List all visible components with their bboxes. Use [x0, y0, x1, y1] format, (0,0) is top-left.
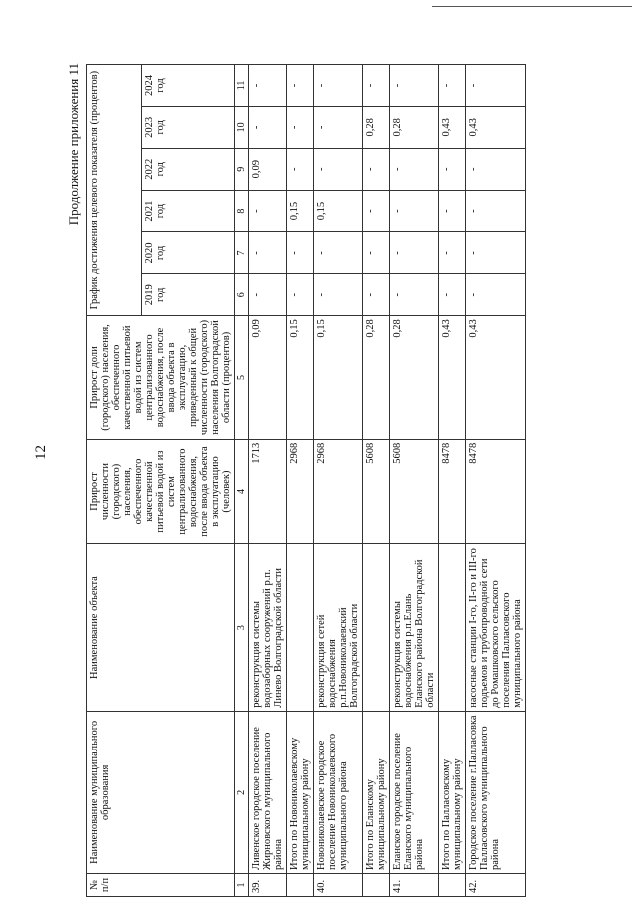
column-index: 3	[235, 544, 249, 711]
header-object: Наименование объекта	[87, 544, 235, 711]
year-value-cell: -	[287, 274, 314, 316]
column-index-row	[235, 65, 249, 897]
object-cell: насосные станции I-го, II-го и III-го подъемов и трубопроводной сети до Ромашковского сельского поселения Палласовского муниципального района	[466, 544, 526, 711]
column-index: 4	[235, 439, 249, 544]
table-row	[314, 65, 363, 897]
municipality-cell: Новониколаевское городское поселение Новониколаевского муниципального района	[314, 711, 363, 873]
municipality-cell: Итого по Палласовскому муниципальному району	[439, 711, 466, 873]
row-number	[287, 873, 314, 896]
share-cell: 0,43	[439, 316, 466, 439]
year-value-cell: -	[249, 274, 287, 316]
year-value-cell: 0,43	[439, 106, 466, 148]
year-value-cell: -	[439, 65, 466, 107]
year-value-cell: -	[314, 148, 363, 190]
year-value-cell: -	[287, 106, 314, 148]
year-value-cell: 0,28	[390, 106, 439, 148]
object-cell	[287, 544, 314, 711]
row-number: 40.	[314, 873, 363, 896]
municipality-cell: Итого по Еланскому муниципальному району	[363, 711, 390, 873]
year-value-cell: -	[314, 274, 363, 316]
year-value-cell: -	[287, 65, 314, 107]
year-value-cell: -	[466, 274, 526, 316]
row-number	[439, 873, 466, 896]
column-index: 5	[235, 316, 249, 439]
year-value-cell: -	[439, 148, 466, 190]
share-cell: 0,28	[363, 316, 390, 439]
year-value-cell: -	[314, 106, 363, 148]
row-number: 41.	[390, 873, 439, 896]
year-value-cell: -	[314, 65, 363, 107]
header-increase-people: Прирост численности (городского) населения, обеспеченного качественной питьевой водой из систем централизованного водоснабжения, после ввода объекта в эксплуатацию (человек)	[87, 439, 235, 544]
share-cell: 0,43	[466, 316, 526, 439]
table-row	[439, 65, 466, 897]
year-value-cell: 0,43	[466, 106, 526, 148]
year-value-cell: -	[287, 148, 314, 190]
table-row	[249, 65, 287, 897]
table-row	[287, 65, 314, 897]
column-index: 2	[235, 711, 249, 873]
column-index: 11	[235, 65, 249, 107]
appendix-caption: Продолжение приложения 11	[66, 63, 81, 226]
year-value-cell: -	[249, 190, 287, 232]
year-header: 2022 год	[142, 148, 235, 190]
share-cell: 0,28	[390, 316, 439, 439]
object-cell: реконструкция системы водозаборных сооружений р.п. Линево Волгоградской области	[249, 544, 287, 711]
row-number: 42.	[466, 873, 526, 896]
column-index: 6	[235, 274, 249, 316]
column-index: 10	[235, 106, 249, 148]
year-header: 2019 год	[142, 274, 235, 316]
year-value-cell: -	[390, 274, 439, 316]
year-value-cell: -	[249, 65, 287, 107]
header-schedule: График достижения целевого показателя (процентов)	[87, 65, 142, 316]
year-value-cell: -	[249, 232, 287, 274]
column-index: 7	[235, 232, 249, 274]
year-value-cell: -	[390, 148, 439, 190]
row-number	[363, 873, 390, 896]
share-cell: 0,15	[287, 316, 314, 439]
year-value-cell: -	[439, 274, 466, 316]
year-header: 2023 год	[142, 106, 235, 148]
year-value-cell: -	[363, 274, 390, 316]
municipality-cell: Городское поселение г.Палласовка Палласовского муниципального района	[466, 711, 526, 873]
year-header: 2020 год	[142, 232, 235, 274]
year-value-cell: -	[466, 190, 526, 232]
object-cell	[363, 544, 390, 711]
people-cell: 5608	[390, 439, 439, 544]
year-value-cell: -	[363, 148, 390, 190]
people-cell: 2968	[287, 439, 314, 544]
year-value-cell: -	[363, 190, 390, 232]
object-cell: реконструкция сетей водоснабжения р.п.Новониколаевский Волгоградской области	[314, 544, 363, 711]
rotated-sheet	[66, 47, 626, 897]
share-cell: 0,15	[314, 316, 363, 439]
year-value-cell: -	[439, 232, 466, 274]
page-number: 12	[33, 445, 49, 460]
header-municipality: Наименование муниципального образования	[87, 711, 235, 873]
people-cell: 8478	[439, 439, 466, 544]
column-index: 9	[235, 148, 249, 190]
people-cell: 5608	[363, 439, 390, 544]
year-value-cell: -	[439, 190, 466, 232]
header-no: № п/п	[87, 873, 235, 896]
column-index: 1	[235, 873, 249, 896]
column-index: 8	[235, 190, 249, 232]
people-cell: 1713	[249, 439, 287, 544]
table-body	[249, 65, 526, 897]
table-row	[466, 65, 526, 897]
year-value-cell: 0,15	[314, 190, 363, 232]
year-value-cell: -	[390, 190, 439, 232]
year-value-cell: -	[363, 232, 390, 274]
object-cell	[439, 544, 466, 711]
year-value-cell: -	[390, 232, 439, 274]
municipality-cell: Итого по Новониколаевскому муниципальному району	[287, 711, 314, 873]
year-value-cell: -	[287, 232, 314, 274]
year-value-cell: -	[466, 232, 526, 274]
header-increase-share: Прирост доли (городского) населения, обеспеченного качественной питьевой водой из систем централизованного водоснабжения, после ввода объекта в эксплуатацию, приведенный к общей численности (городского) населения Волгоградской области (процентов)	[87, 316, 235, 439]
people-cell: 8478	[466, 439, 526, 544]
year-value-cell: 0,09	[249, 148, 287, 190]
object-cell: реконструкция системы водоснабжения р.п.Елань Еланского района Волгоградской области	[390, 544, 439, 711]
share-cell: 0,09	[249, 316, 287, 439]
year-value-cell: -	[314, 232, 363, 274]
year-value-cell: -	[363, 65, 390, 107]
year-header: 2021 год	[142, 190, 235, 232]
year-value-cell: 0,28	[363, 106, 390, 148]
target-table	[86, 64, 526, 897]
row-number: 39.	[249, 873, 287, 896]
year-value-cell: -	[466, 65, 526, 107]
table-row	[390, 65, 439, 897]
year-value-cell: -	[249, 106, 287, 148]
people-cell: 2968	[314, 439, 363, 544]
year-value-cell: -	[466, 148, 526, 190]
year-header: 2024 год	[142, 65, 235, 107]
year-value-cell: 0,15	[287, 190, 314, 232]
top-rule	[432, 6, 632, 7]
year-value-cell: -	[390, 65, 439, 107]
municipality-cell: Ливенское городское поселение Жирновского муниципального района	[249, 711, 287, 873]
table-row	[363, 65, 390, 897]
municipality-cell: Еланское городское поселение Еланского муниципального района	[390, 711, 439, 873]
